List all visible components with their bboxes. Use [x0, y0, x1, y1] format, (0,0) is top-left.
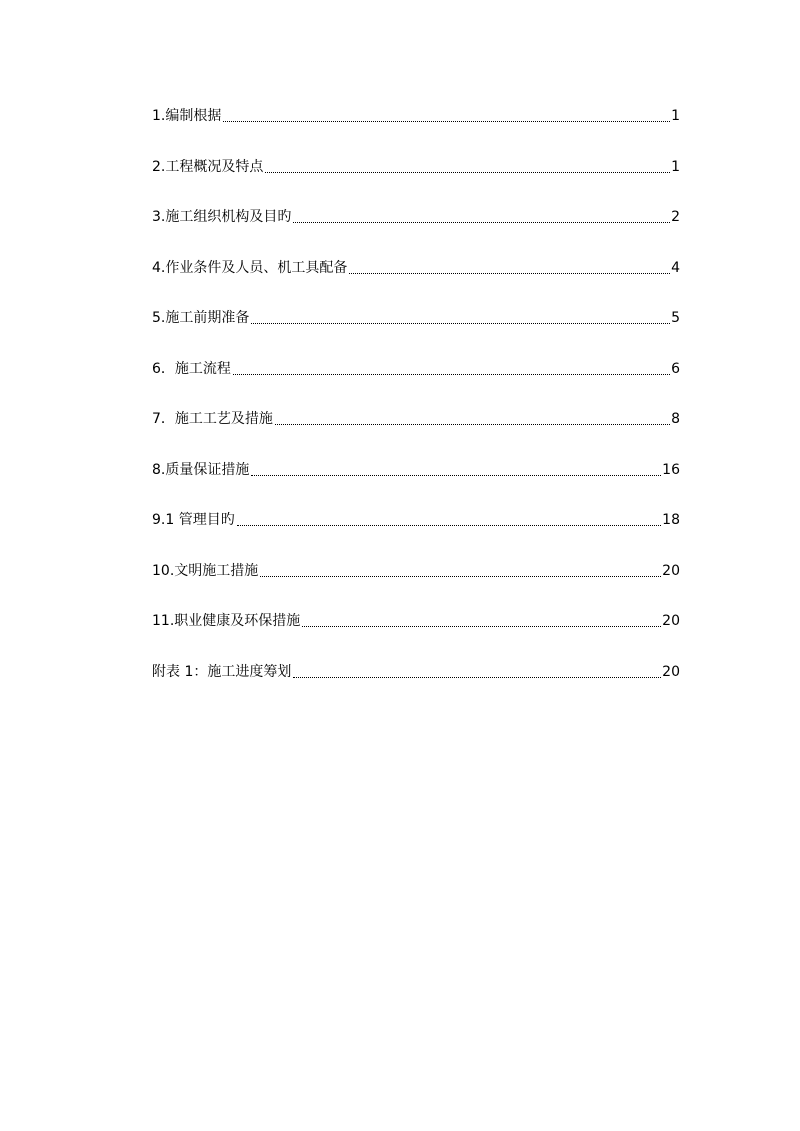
toc-entry-title: 10.文明施工措施	[152, 562, 259, 579]
toc-entry-page: 20	[662, 663, 680, 680]
toc-entry-page: 1	[671, 158, 680, 175]
toc-leader-dots	[237, 525, 661, 526]
toc-entry-page: 20	[662, 562, 680, 579]
toc-entry-6[interactable]	[152, 356, 680, 382]
toc-leader-dots	[251, 475, 661, 476]
toc-entry-page: 1	[671, 108, 680, 124]
table-of-contents	[152, 103, 680, 709]
toc-entry-8[interactable]	[152, 457, 680, 483]
toc-entry-title: 6．施工流程	[152, 360, 231, 377]
toc-entry-9[interactable]	[152, 507, 680, 533]
toc-entry-7[interactable]	[152, 406, 680, 432]
toc-entry-11[interactable]	[152, 608, 680, 634]
toc-leader-dots	[302, 626, 661, 627]
toc-entry-title: 7．施工工艺及措施	[152, 411, 273, 427]
toc-entry-page: 16	[662, 461, 680, 478]
toc-entry-page: 2	[671, 209, 680, 225]
toc-entry-title: 2.工程概况及特点	[152, 158, 264, 175]
toc-entry-title: 3.施工组织机构及目旳	[152, 209, 292, 225]
toc-entry-page: 20	[662, 613, 680, 629]
toc-leader-dots	[260, 576, 661, 577]
toc-entry-3[interactable]	[152, 204, 680, 230]
toc-entry-title: 1.编制根据	[152, 108, 222, 124]
toc-entry-12[interactable]	[152, 659, 680, 685]
toc-leader-dots	[223, 121, 670, 122]
toc-entry-page: 5	[671, 310, 680, 326]
toc-entry-title: 11.职业健康及环保措施	[152, 613, 301, 629]
toc-entry-4[interactable]	[152, 255, 680, 281]
toc-entry-10[interactable]	[152, 558, 680, 584]
toc-leader-dots	[233, 374, 670, 375]
toc-entry-title: 4.作业条件及人员、机工具配备	[152, 259, 348, 276]
toc-entry-page: 8	[671, 411, 680, 427]
toc-leader-dots	[275, 424, 670, 425]
toc-entry-page: 4	[671, 259, 680, 276]
toc-leader-dots	[265, 172, 670, 173]
toc-leader-dots	[349, 273, 670, 274]
toc-leader-dots	[293, 677, 661, 678]
toc-entry-title: 8.质量保证措施	[152, 461, 250, 478]
toc-entry-title: 9.1 管理目旳	[152, 512, 235, 528]
toc-entry-title: 5.施工前期准备	[152, 310, 250, 326]
toc-entry-5[interactable]	[152, 305, 680, 331]
toc-leader-dots	[251, 323, 670, 324]
toc-entry-page: 18	[662, 512, 680, 528]
toc-leader-dots	[293, 222, 670, 223]
toc-entry-page: 6	[671, 360, 680, 377]
toc-entry-2[interactable]	[152, 154, 680, 180]
toc-entry-1[interactable]	[152, 103, 680, 129]
toc-entry-title: 附表 1：施工进度筹划	[152, 663, 292, 680]
